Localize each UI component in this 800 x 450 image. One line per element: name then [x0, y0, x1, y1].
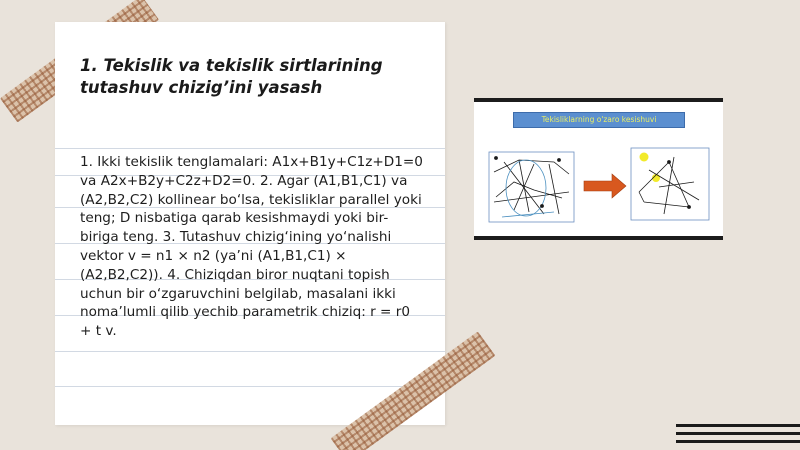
- diagram-image: [474, 102, 723, 236]
- right-diagram: [631, 148, 709, 220]
- thumbnail-banner: Tekisliklarning o'zaro kesishuvi: [513, 112, 685, 128]
- note-paper: [55, 22, 445, 425]
- paper-rule: [55, 351, 445, 352]
- body-text: 1. Ikki tekislik tenglamalari: A1x+B1y+C1z+D1=0 va A2x+B2y+C2z+D2=0. 2. Agar (A1,B1,C1) va (A2,B2,C2) kollinear bo‘lsa, tekisliklar parallel yoki teng; D nisbatiga qarab kesishmaydi yoki bir-biriga teng. 3. Tutashuv chizig‘ining yo‘nalishi vektor v = n1 × n2 (ya’ni (A1,B1,C1) × (A2,B2,C2)). 4. Chiziqdan biror nuqtani topish uchun bir o‘zgaruvchini belgilab, masalani ikki noma’lumli qilib yechib parametrik chiziq: r = r0 + t v.: [80, 154, 423, 340]
- paper-rule: [55, 386, 445, 387]
- decorative-stripes: [676, 424, 800, 446]
- paper-rule: [55, 148, 445, 149]
- slide-thumbnail: [474, 98, 723, 240]
- arrow-right-icon: [584, 174, 626, 198]
- left-diagram: [489, 152, 574, 222]
- page-title: 1. Tekislik va tekislik sirtlarining tutashuv chizig’ini yasash: [80, 56, 383, 97]
